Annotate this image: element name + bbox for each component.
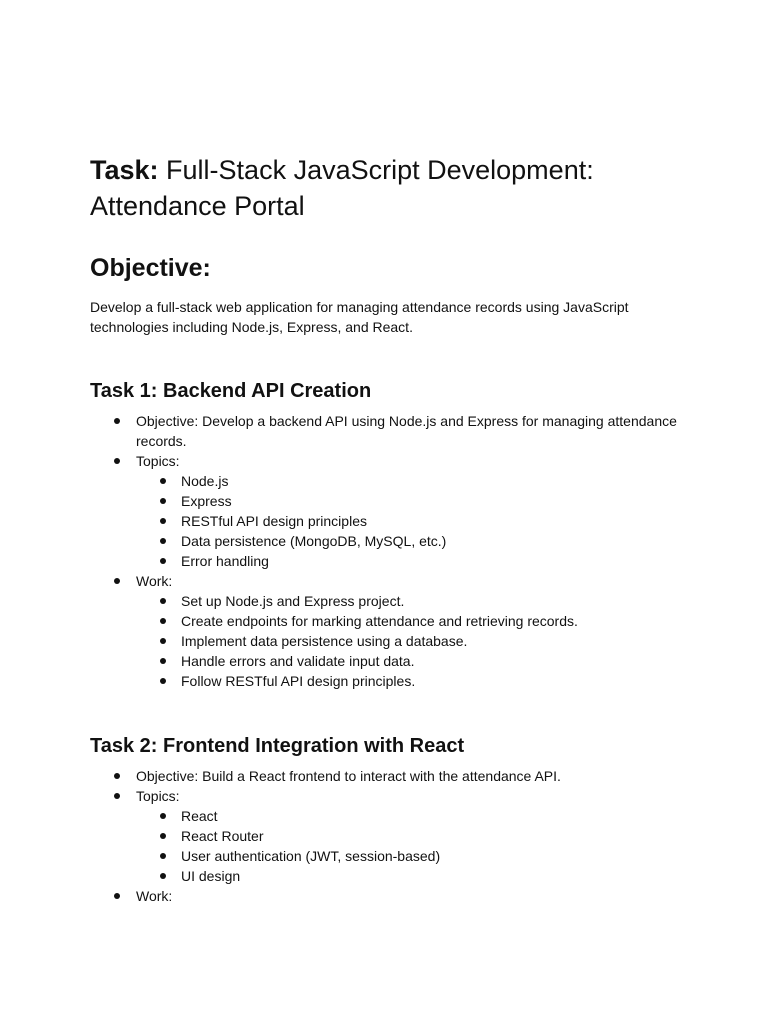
task2-topics-label: Topics: xyxy=(136,788,180,804)
title-text: Full-Stack JavaScript Development: Attendance Portal xyxy=(90,155,594,221)
bullet-icon xyxy=(160,833,166,839)
bullet-icon xyxy=(114,578,120,584)
task2-list xyxy=(90,766,690,906)
task1-work-label: Work: xyxy=(136,573,173,589)
topic-text: React xyxy=(181,808,218,824)
topic-text: Express xyxy=(181,493,232,509)
task1-topics-label: Topics: xyxy=(136,453,180,469)
title-label: Task: xyxy=(90,155,159,185)
list-item xyxy=(90,411,690,451)
bullet-icon xyxy=(160,478,166,484)
topic-text: RESTful API design principles xyxy=(181,513,367,529)
bullet-icon xyxy=(160,813,166,819)
list-item xyxy=(136,826,690,846)
objective-paragraph: Develop a full-stack web application for managing attendance records using JavaScript technologies including Node.js, Express, and React. xyxy=(90,299,629,335)
bullet-icon xyxy=(114,458,120,464)
task2-objective: Objective: Build a React frontend to interact with the attendance API. xyxy=(136,768,561,784)
list-item xyxy=(136,651,690,671)
bullet-icon xyxy=(114,893,120,899)
task1-objective: Objective: Develop a backend API using Node.js and Express for managing attendance records. xyxy=(136,413,677,449)
list-item xyxy=(136,471,690,491)
topic-text: Error handling xyxy=(181,553,269,569)
bullet-icon xyxy=(160,678,166,684)
list-item xyxy=(90,786,690,886)
list-item xyxy=(136,551,690,571)
bullet-icon xyxy=(160,518,166,524)
list-item xyxy=(136,866,690,886)
document-page xyxy=(90,152,690,906)
bullet-icon xyxy=(114,418,120,424)
list-item xyxy=(136,491,690,511)
list-item xyxy=(136,806,690,826)
bullet-icon xyxy=(114,773,120,779)
work-text: Implement data persistence using a database. xyxy=(181,633,468,649)
bullet-icon xyxy=(160,638,166,644)
bullet-icon xyxy=(160,658,166,664)
bullet-icon xyxy=(114,793,120,799)
bullet-icon xyxy=(160,558,166,564)
topic-text: Data persistence (MongoDB, MySQL, etc.) xyxy=(181,533,447,549)
topic-text: User authentication (JWT, session-based) xyxy=(181,848,441,864)
list-item xyxy=(136,631,690,651)
bullet-icon xyxy=(160,873,166,879)
document-title xyxy=(90,152,690,224)
list-item xyxy=(90,886,690,906)
bullet-icon xyxy=(160,618,166,624)
work-text: Create endpoints for marking attendance and retrieving records. xyxy=(181,613,578,629)
list-item xyxy=(136,591,690,611)
list-item xyxy=(136,611,690,631)
work-text: Set up Node.js and Express project. xyxy=(181,593,405,609)
list-item xyxy=(136,531,690,551)
bullet-icon xyxy=(160,538,166,544)
list-item xyxy=(136,511,690,531)
topic-text: React Router xyxy=(181,828,264,844)
list-item xyxy=(136,846,690,866)
task2-work-label: Work: xyxy=(136,888,173,904)
list-item xyxy=(90,571,690,691)
task1-work-list xyxy=(136,591,690,691)
bullet-icon xyxy=(160,853,166,859)
task2-topics-list xyxy=(136,806,690,886)
list-item xyxy=(136,671,690,691)
list-item xyxy=(90,766,690,786)
bullet-icon xyxy=(160,498,166,504)
topic-text: UI design xyxy=(181,868,241,884)
task1-list xyxy=(90,411,690,691)
list-item xyxy=(90,451,690,571)
task1-topics-list xyxy=(136,471,690,571)
work-text: Handle errors and validate input data. xyxy=(181,653,415,669)
task1-heading: Task 1: Backend API Creation xyxy=(90,380,372,402)
work-text: Follow RESTful API design principles. xyxy=(181,673,416,689)
topic-text: Node.js xyxy=(181,473,229,489)
task2-heading: Task 2: Frontend Integration with React xyxy=(90,735,465,757)
objective-heading: Objective: xyxy=(90,254,211,282)
bullet-icon xyxy=(160,598,166,604)
